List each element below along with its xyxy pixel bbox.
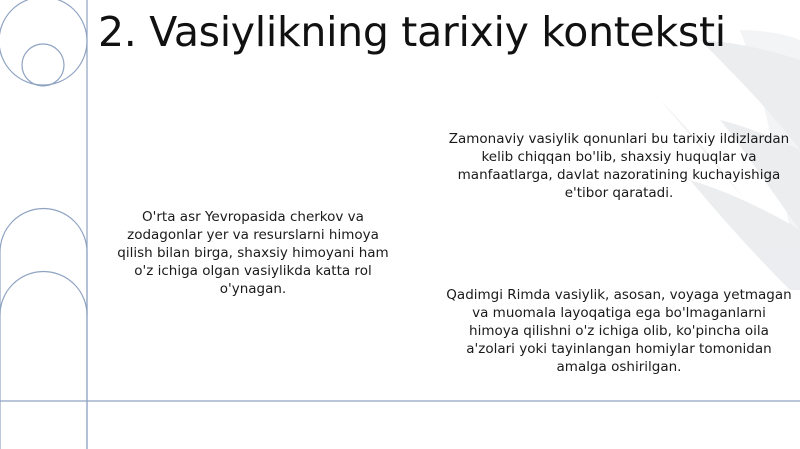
left-paragraph: O'rta asr Yevropasida cherkov va zodagonlar yer va resurslarni himoya qilish bilan birga, shaxsiy himoyani ham o'z ichiga olgan vasiylikda katta rol o'ynagan. [117,209,389,297]
upper-arch-outline [0,208,87,449]
lower-arch-outline [0,272,87,316]
right-top-paragraph: Zamonaviy vasiylik qonunlari bu tarixiy ildizlardan kelib chiqqan bo'lib, shaxsiy huquqlar va manfaatlarga, davlat nazoratining kuchayishiga e'tibor qaratadi. [448,131,790,201]
slide-title: 2. Vasiylikning tarixiy konteksti [98,8,726,56]
large-circle-outline [0,0,87,85]
right-bottom-paragraph: Qadimgi Rimda vasiylik, asosan, voyaga yetmagan va muomala layoqatiga ega bo'lmaganlarni himoya qilishni o'z ichiga olib, ko'pincha oila a'zolari yoki tayinlangan homiylar tomonidan amalga oshirilgan. [446,287,792,375]
small-circle-outline [22,44,64,86]
